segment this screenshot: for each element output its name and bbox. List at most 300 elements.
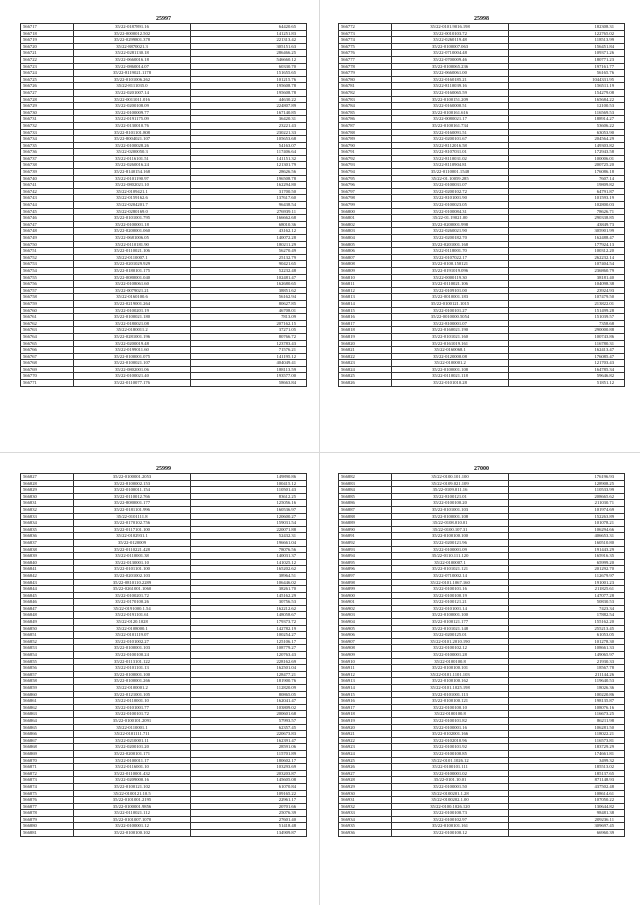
amount-cell: 203203.87	[191, 770, 307, 777]
record-id-cell: 566718	[21, 30, 74, 37]
record-id-cell: 566726	[21, 83, 74, 90]
reference-code-cell: 35/22-0681006.05	[74, 235, 191, 242]
amount-cell: 103293.69	[191, 764, 307, 771]
record-id-cell: 566782	[339, 89, 392, 96]
table-row	[21, 645, 307, 652]
reference-code-cell: 35/22-8100121.01	[392, 493, 509, 500]
reference-code-cell: 35/22-0209000.16	[74, 777, 191, 784]
reference-code-cell: 35/22-0101001.795	[74, 215, 191, 222]
reference-code-cell: 35/22-0120.1028	[74, 619, 191, 626]
reference-code-cell: 35/22-8004021.107	[74, 136, 191, 143]
amount-cell: 180211.29	[191, 241, 307, 248]
table-row	[21, 360, 307, 367]
table-row	[21, 830, 307, 837]
amount-cell: 25132.79	[191, 254, 307, 261]
reference-code-cell: 35/22-0260016.24	[74, 162, 191, 169]
amount-cell: 141025.12	[191, 559, 307, 566]
amount-cell: 155162.20	[509, 619, 625, 626]
record-id-cell: 566859	[21, 685, 74, 692]
record-id-cell: 566750	[21, 241, 74, 248]
table-row	[21, 744, 307, 751]
reference-code-cell: 35/22-0101.1025.198	[392, 685, 509, 692]
table-row	[21, 506, 307, 513]
reference-code-cell: 35/22-0130010.76	[74, 122, 191, 129]
amount-cell: 83612.25	[191, 493, 307, 500]
table-row	[21, 109, 307, 116]
amount-cell: 181900.76	[191, 678, 307, 685]
record-id-cell: 566740	[21, 175, 74, 182]
amount-cell: 101593.19	[509, 195, 625, 202]
amount-cell: 1044331.95	[509, 76, 625, 83]
reference-code-cell: 35/22-0110077.176	[74, 380, 191, 387]
record-id-cell: 566851	[21, 632, 74, 639]
reference-code-cell: 35/22-0200050.3	[74, 149, 191, 156]
amount-cell: 7358.68	[509, 320, 625, 327]
table-row	[21, 37, 307, 44]
reference-code-cell: 35/22-0181101.996	[74, 506, 191, 513]
table-row	[339, 678, 625, 685]
amount-cell: 105653.68	[191, 136, 307, 143]
reference-code-cell: 35/22-0191175.09	[74, 116, 191, 123]
reference-code-cell: 35/22-0101111.711	[74, 731, 191, 738]
table-row	[339, 294, 625, 301]
amount-cell: 290338.85	[509, 215, 625, 222]
amount-cell: 207162.15	[191, 320, 307, 327]
amount-cell: 156511.19	[509, 83, 625, 90]
reference-code-cell: 35/22-0160185.21	[392, 76, 509, 83]
amount-cell: 191001.23	[509, 579, 625, 586]
record-id-cell: 566872	[21, 770, 74, 777]
reference-code-cell: 35/22-0101010.28	[392, 380, 509, 387]
record-id-cell: 566843	[21, 579, 74, 586]
reference-code-cell: 35/22-0110001.1	[74, 724, 191, 731]
table-row	[21, 619, 307, 626]
amount-cell: 209236.11	[509, 816, 625, 823]
reference-code-cell: 35/22-0170100.26	[74, 599, 191, 606]
reference-code-cell: 35/22-0170102.756	[74, 520, 191, 527]
table-row	[21, 533, 307, 540]
record-id-cell: 566722	[21, 56, 74, 63]
reference-code-cell: 35/22-01.10059.285	[392, 175, 509, 182]
amount-cell: 31700.50	[191, 188, 307, 195]
amount-cell: 128477.21	[191, 671, 307, 678]
record-id-cell: 566916	[339, 698, 392, 705]
reference-code-cell: 35/22-0101001.103	[392, 506, 509, 513]
reference-code-cell: 35/22-0100011.17	[74, 757, 191, 764]
reference-code-cell: 35/22-0100101.27	[392, 307, 509, 314]
reference-code-cell: 35/22-0110021.106	[74, 248, 191, 255]
amount-cell: 46708.01	[191, 307, 307, 314]
reference-code-cell: 35/22-0100007.1	[392, 559, 509, 566]
amount-cell: 12100.53	[509, 103, 625, 110]
table-row	[21, 70, 307, 77]
reference-code-cell: 35/22-0100102.97	[392, 816, 509, 823]
table-row	[339, 704, 625, 711]
amount-cell: 57993.57	[191, 717, 307, 724]
amount-cell: 154279.08	[509, 89, 625, 96]
record-id-cell: 566902	[339, 605, 392, 612]
page-panel-3	[20, 465, 307, 837]
amount-cell: 50830.53	[509, 599, 625, 606]
table-row	[339, 698, 625, 705]
amount-cell: 19809.82	[509, 182, 625, 189]
amount-cell: 43162.12	[191, 228, 307, 235]
record-id-cell: 566803	[339, 228, 392, 235]
amount-cell: 63053.90	[509, 129, 625, 136]
table-row	[339, 638, 625, 645]
reference-code-cell: 35/22-0159162.6	[74, 195, 191, 202]
amount-cell: 103809.02	[191, 704, 307, 711]
reference-code-cell: 35/22-0100100.12	[392, 830, 509, 837]
table-row	[339, 30, 625, 37]
amount-cell: 195608.78	[191, 89, 307, 96]
amount-cell: 276939.11	[191, 208, 307, 215]
record-id-cell: 566723	[21, 63, 74, 70]
reference-code-cell: 35/22-0109421.1	[74, 188, 191, 195]
record-id-cell: 566813	[339, 294, 392, 301]
table-row	[21, 493, 307, 500]
table-row	[21, 241, 307, 248]
reference-code-cell: 35/22-0200001.998	[392, 221, 509, 228]
reference-code-cell: 35/22-0101101.100	[74, 566, 191, 573]
reference-code-cell: 35/22-0100.101.100	[392, 474, 509, 481]
record-id-cell: 566807	[339, 254, 392, 261]
record-id-cell: 566883	[339, 480, 392, 487]
table-row	[339, 731, 625, 738]
amount-cell: 160510.80	[509, 539, 625, 546]
record-id-cell: 566806	[339, 248, 392, 255]
reference-code-cell: 35/22-0100121.10.5	[74, 790, 191, 797]
amount-cell: 162294.80	[191, 182, 307, 189]
amount-cell: 3499.32	[509, 757, 625, 764]
amount-cell: 224807.89	[191, 103, 307, 110]
table-row	[21, 711, 307, 718]
amount-cell: 65999.20	[509, 559, 625, 566]
amount-cell: 100415.12	[191, 480, 307, 487]
table-row	[21, 810, 307, 817]
amount-cell: 200725.20	[509, 162, 625, 169]
record-id-cell: 566796	[339, 182, 392, 189]
table-row	[339, 248, 625, 255]
record-id-cell: 566823	[339, 360, 392, 367]
amount-cell: 61070.84	[191, 783, 307, 790]
reference-code-cell: 35/22-0110021.118	[392, 373, 509, 380]
table-row	[21, 737, 307, 744]
reference-code-cell: 35/22-0110221.428	[74, 546, 191, 553]
record-id-cell: 566767	[21, 353, 74, 360]
table-row	[339, 155, 625, 162]
record-id-cell: 566830	[21, 493, 74, 500]
table-row	[339, 612, 625, 619]
record-id-cell: 566891	[339, 533, 392, 540]
reference-code-cell: 35/22-0199011.60	[74, 347, 191, 354]
amount-cell: 37271.05	[191, 327, 307, 334]
record-id-cell: 566865	[21, 724, 74, 731]
record-id-cell: 566826	[339, 380, 392, 387]
amount-cell: 140072.28	[191, 235, 307, 242]
record-id-cell: 566725	[21, 76, 74, 83]
amount-cell: 116569.53	[509, 109, 625, 116]
table-row	[339, 619, 625, 626]
amount-cell: 125106.17	[191, 638, 307, 645]
record-id-cell: 566854	[21, 652, 74, 659]
amount-cell: 164785.34	[509, 366, 625, 373]
reference-code-cell: 35/22-0102001.166	[392, 731, 509, 738]
record-id-cell: 566808	[339, 261, 392, 268]
reference-code-cell: 35/22-0100021.180	[74, 314, 191, 321]
reference-code-cell: 35/22-0100100.101	[392, 665, 509, 672]
record-id-cell: 566825	[339, 373, 392, 380]
table-row	[339, 221, 625, 228]
record-id-cell: 566788	[339, 129, 392, 136]
table-row	[339, 599, 625, 606]
reference-code-cell: 35/22-0100001.09	[392, 546, 509, 553]
record-id-cell: 566720	[21, 43, 74, 50]
table-row	[339, 526, 625, 533]
table-row	[339, 122, 625, 129]
reference-code-cell: 35/22-0110021.106	[392, 281, 509, 288]
record-id-cell: 566868	[21, 744, 74, 751]
reference-code-cell: 35/22-0100100.162	[392, 678, 509, 685]
table-row	[339, 757, 625, 764]
reference-code-cell: 35/22-0100100.24	[74, 652, 191, 659]
amount-cell: 38261.70	[191, 586, 307, 593]
table-row	[339, 717, 625, 724]
record-id-cell: 566899	[339, 586, 392, 593]
record-id-cell: 566871	[21, 764, 74, 771]
table-row	[339, 43, 625, 50]
amount-cell: 160536.97	[191, 506, 307, 513]
reference-code-cell: 35/22-0100001.075	[74, 353, 191, 360]
record-id-cell: 566822	[339, 353, 392, 360]
record-id-cell: 566743	[21, 195, 74, 202]
record-id-cell: 566923	[339, 744, 392, 751]
table-row	[339, 823, 625, 830]
reference-code-cell: 35/22-0100007.063	[392, 43, 509, 50]
amount-cell: 162488.47	[509, 235, 625, 242]
amount-cell: 159031.54	[191, 520, 307, 527]
record-id-cell: 566755	[21, 274, 74, 281]
amount-cell: 101278.30	[509, 638, 625, 645]
table-row	[339, 474, 625, 481]
record-id-cell: 566847	[21, 605, 74, 612]
reference-code-cell: 35/22-0100202.1.00	[392, 797, 509, 804]
record-id-cell: 566850	[21, 625, 74, 632]
table-row	[339, 797, 625, 804]
reference-code-cell: 35/22-0210001.11	[74, 737, 191, 744]
amount-cell: 102481.47	[191, 274, 307, 281]
reference-code-cell: 35/22-8110904.81	[392, 162, 509, 169]
record-id-cell: 566754	[21, 267, 74, 274]
record-id-cell: 566784	[339, 103, 392, 110]
reference-code-cell: 35/22-0101001.77	[74, 704, 191, 711]
reference-code-cell: 35/22-0191000.1.54	[74, 605, 191, 612]
amount-cell: 109371.26	[509, 50, 625, 57]
record-id-cell: 566789	[339, 136, 392, 143]
reference-code-cell: 35/22-0101.1026.12	[392, 757, 509, 764]
amount-cell: 193577.00	[191, 373, 307, 380]
record-id-cell: 566810	[339, 274, 392, 281]
table-row	[339, 513, 625, 520]
table-row	[21, 208, 307, 215]
table-row	[339, 103, 625, 110]
record-id-cell: 566795	[339, 175, 392, 182]
table-row	[339, 175, 625, 182]
table-row	[339, 136, 625, 143]
reference-code-cell: 35/22-0101006.262	[74, 76, 191, 83]
reference-code-cell: 35/22-0100001.2	[392, 360, 509, 367]
reference-code-cell: 35/22-0102010.96	[392, 737, 509, 744]
table-row	[339, 353, 625, 360]
reference-code-cell: 35/22-0110001.38	[74, 553, 191, 560]
record-id-cell: 566849	[21, 619, 74, 626]
reference-code-cell: 35/22-0180101.175	[74, 267, 191, 274]
amount-cell: 52432.31	[191, 533, 307, 540]
record-id-cell: 566733	[21, 129, 74, 136]
table-row	[339, 182, 625, 189]
table-row	[339, 685, 625, 692]
reference-code-cell: 35/22-0100100.100	[392, 533, 509, 540]
amount-cell: 305151.63	[191, 43, 307, 50]
reference-code-cell: 35/22-0191019.096	[392, 267, 509, 274]
reference-code-cell: 35/22-0100101.82	[392, 717, 509, 724]
page-panel-2	[338, 15, 625, 387]
table-row	[339, 267, 625, 274]
record-id-cell: 566863	[21, 711, 74, 718]
reference-code-cell: 35/22-0299801.378	[74, 37, 191, 44]
table-row	[21, 307, 307, 314]
record-id-cell: 566756	[21, 281, 74, 288]
reference-code-cell: 35/22-0160021.190	[392, 327, 509, 334]
reference-code-cell: 35/22-0660016.18	[74, 56, 191, 63]
reference-code-cell: 35/22-0100121.21	[392, 599, 509, 606]
record-id-cell: 566805	[339, 241, 392, 248]
table-row	[21, 188, 307, 195]
record-id-cell: 566762	[21, 320, 74, 327]
reference-code-cell: 35/22-0100100.102	[74, 830, 191, 837]
amount-cell: 188113.59	[191, 366, 307, 373]
reference-code-cell: 35/22-0117101.100	[74, 526, 191, 533]
reference-code-cell: 35/22-0100001.108	[392, 366, 509, 373]
reference-code-cell: 35/22-0101101.13	[74, 665, 191, 672]
table-row	[339, 586, 625, 593]
reference-code-cell: 35/22-8870021.3	[74, 43, 191, 50]
table-row	[339, 360, 625, 367]
table-row	[339, 592, 625, 599]
reference-code-cell: 35/22-0100100.73	[392, 810, 509, 817]
record-id-cell: 566926	[339, 764, 392, 771]
record-id-cell: 566864	[21, 717, 74, 724]
reference-code-cell: 35/22-0100.107.31	[392, 526, 509, 533]
table-row	[339, 691, 625, 698]
record-id-cell: 566920	[339, 724, 392, 731]
reference-code-cell: 35/22-0109.011.16	[392, 487, 509, 494]
record-id-cell: 566905	[339, 625, 392, 632]
reference-code-cell: 35/22-0101001.113	[392, 691, 509, 698]
table-row	[21, 764, 307, 771]
amount-cell: 149303.82	[509, 142, 625, 149]
record-id-cell: 566824	[339, 366, 392, 373]
reference-code-cell: 35/22-0100001.2	[74, 685, 191, 692]
reference-code-cell: 35/22-0100101.161	[392, 823, 509, 830]
table-row	[339, 645, 625, 652]
record-id-cell: 566933	[339, 810, 392, 817]
record-id-cell: 566812	[339, 287, 392, 294]
record-id-cell: 566834	[21, 520, 74, 527]
amount-cell: 110533.99	[509, 487, 625, 494]
reference-code-cell: 35/22-0100001.50	[392, 783, 509, 790]
record-id-cell: 566794	[339, 169, 392, 176]
table-row	[339, 235, 625, 242]
table-row	[21, 513, 307, 520]
amount-cell: 101078.21	[509, 520, 625, 527]
reference-code-cell: 35/22-0101.1067.160	[392, 579, 509, 586]
record-id-cell: 566889	[339, 520, 392, 527]
amount-cell: 118022.21	[509, 731, 625, 738]
amount-cell: 204564.29	[509, 136, 625, 143]
record-id-cell: 566874	[21, 783, 74, 790]
table-row	[339, 56, 625, 63]
record-id-cell: 566780	[339, 76, 392, 83]
reference-code-cell: 35/22-0110001.432	[74, 770, 191, 777]
table-row	[21, 182, 307, 189]
table-row	[339, 63, 625, 70]
amount-cell: 28591.06	[191, 744, 307, 751]
table-row	[339, 307, 625, 314]
table-row	[21, 566, 307, 573]
reference-code-cell: 35/22-0260119.48	[392, 37, 509, 44]
record-id-cell: 566841	[21, 566, 74, 573]
reference-code-cell: 35/22-0010000.5054	[392, 314, 509, 321]
amount-cell: 115701.89	[191, 750, 307, 757]
record-id-cell: 566870	[21, 757, 74, 764]
amount-cell: 151655.65	[191, 70, 307, 77]
table-row	[21, 625, 307, 632]
record-id-cell: 566853	[21, 645, 74, 652]
amount-cell: 152263.89	[509, 513, 625, 520]
table-row	[339, 658, 625, 665]
reference-code-cell: 35/22-0100001.2053	[74, 474, 191, 481]
table-row	[21, 539, 307, 546]
record-id-cell: 566878	[21, 810, 74, 817]
amount-cell: 286466.25	[191, 50, 307, 57]
reference-code-cell: 35/22-0660061.00	[392, 70, 509, 77]
reference-code-cell: 35/22-0120009	[74, 539, 191, 546]
amount-cell: 145605.08	[191, 777, 307, 784]
amount-cell: 162391.47	[191, 737, 307, 744]
table-row	[339, 810, 625, 817]
record-id-cell: 566881	[21, 830, 74, 837]
amount-cell: 148058.67	[191, 612, 307, 619]
table-row	[339, 142, 625, 149]
amount-cell: 90421.65	[191, 261, 307, 268]
table-row	[21, 731, 307, 738]
amount-cell: 106446.02	[191, 579, 307, 586]
table-row	[339, 652, 625, 659]
table-row	[21, 83, 307, 90]
amount-cell: 102800.03	[509, 202, 625, 209]
record-id-cell: 566836	[21, 533, 74, 540]
reference-code-cell: 35/22-0100101.2091	[74, 717, 191, 724]
reference-code-cell: 35/22-0108.010.01	[392, 520, 509, 527]
table-row	[21, 520, 307, 527]
reference-code-cell: 35/22-0160065.59	[392, 89, 509, 96]
amount-cell: 120763.43	[191, 652, 307, 659]
amount-cell: 54163.07	[191, 142, 307, 149]
amount-cell: 147077.28	[509, 592, 625, 599]
amount-cell: 80766.72	[191, 333, 307, 340]
table-row	[339, 493, 625, 500]
